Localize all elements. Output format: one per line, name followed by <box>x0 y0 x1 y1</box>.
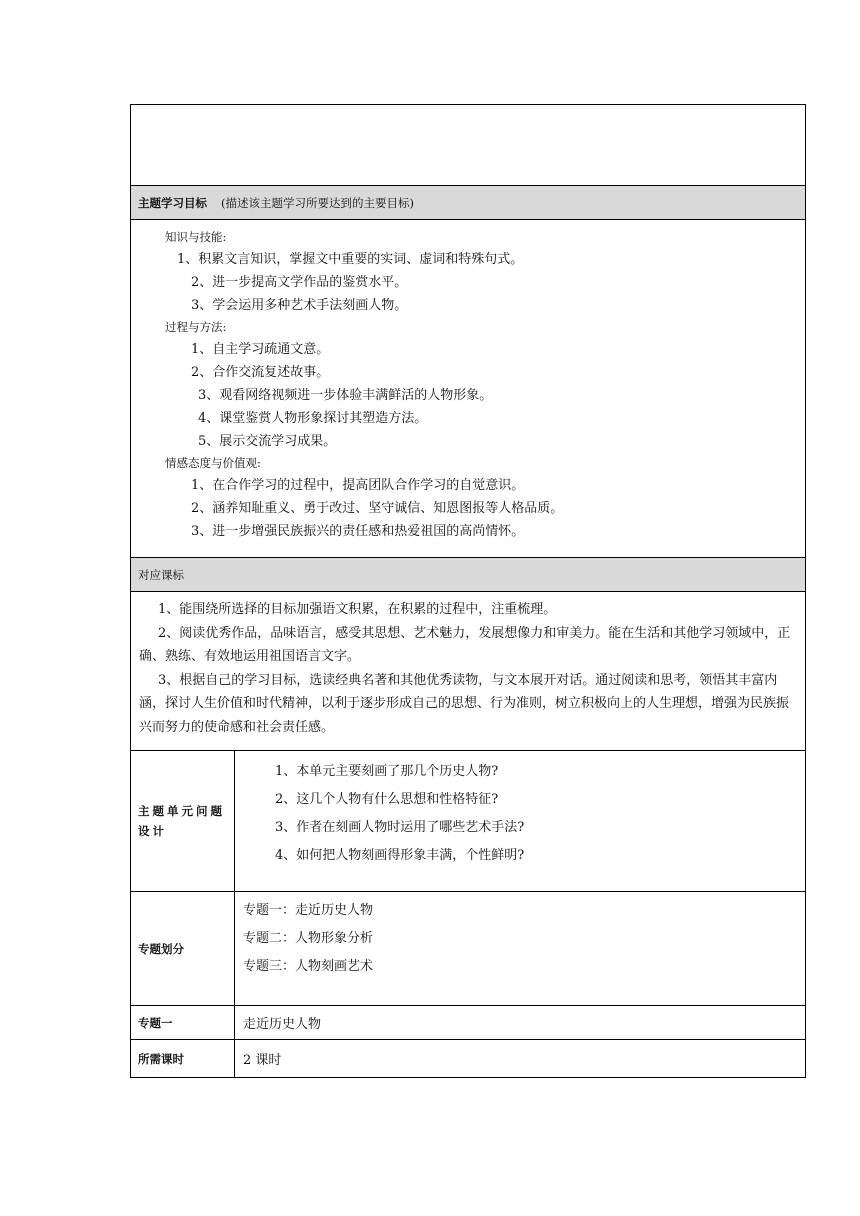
goals-header <box>131 185 805 219</box>
goal-item: 3、观看网络视频进一步体验丰满鲜活的人物形象。 <box>198 388 493 403</box>
topics-label: 专题划分 <box>131 892 235 1005</box>
goal-item: 5、展示交流学习成果。 <box>198 434 337 449</box>
goal-item: 1、积累文言知识，掌握文中重要的实词、虚词和特殊句式。 <box>177 252 524 267</box>
goal-item: 2、进一步提高文学作品的鉴赏水平。 <box>191 275 408 290</box>
topics-row <box>131 891 805 1005</box>
knowledge-heading: 知识与技能: <box>165 230 227 244</box>
topic-one-label: 专题一 <box>131 1006 235 1039</box>
questions-content <box>235 751 805 891</box>
goal-item: 3、进一步增强民族振兴的责任感和热爱祖国的高尚情怀。 <box>191 524 525 539</box>
standard-paragraph: 2、阅读优秀作品，品味语言，感受其思想、艺术魅力，发展想像力和审美力。能在生活和其他学习领域中，正确、熟练、有效地运用祖国语言文字。 <box>139 625 791 664</box>
goals-note: (描述该主题学习所要达到的主要目标) <box>221 195 414 210</box>
question-item: 4、如何把人物刻画得形象丰满，个性鲜明? <box>275 848 525 863</box>
topic-one-row <box>131 1005 805 1039</box>
goal-item: 3、学会运用多种艺术手法刻画人物。 <box>191 298 408 313</box>
topic-one-value: 走近历史人物 <box>243 1017 322 1032</box>
topic-item: 专题三：人物刻画艺术 <box>243 959 374 974</box>
question-item: 3、作者在刻画人物时运用了哪些艺术手法? <box>275 820 525 835</box>
process-heading: 过程与方法: <box>165 320 227 334</box>
goals-section <box>131 219 805 557</box>
topics-content <box>235 892 805 1005</box>
standard-paragraph: 3、根据自己的学习目标，选读经典名著和其他优秀读物，与文本展开对话。通过阅读和思考，领悟其丰富内涵，探讨人生价值和时代精神，以利于逐步形成自己的思想、行为准则，树立积极向上的人生理想，增强为民族振兴而努力的使命感和社会责任感。 <box>139 672 790 735</box>
question-item: 1、本单元主要刻画了那几个历史人物? <box>275 764 499 779</box>
goal-item: 2、合作交流复述故事。 <box>191 365 330 380</box>
lesson-plan-table <box>130 104 806 1078</box>
topic-item: 专题一：走近历史人物 <box>243 903 374 918</box>
goals-title: 主题学习目标 <box>138 195 207 210</box>
questions-row <box>131 750 805 891</box>
goal-item: 4、课堂鉴赏人物形象探讨其塑造方法。 <box>198 411 428 426</box>
standards-section <box>131 591 805 750</box>
standard-paragraph: 1、能围绕所选择的目标加强语文积累，在积累的过程中，注重梳理。 <box>158 602 557 617</box>
hours-value: 2 课时 <box>243 1053 282 1068</box>
goal-item: 1、自主学习疏通文意。 <box>191 342 330 357</box>
hours-row <box>131 1039 805 1077</box>
standards-title: 对应课标 <box>138 567 184 582</box>
standards-header <box>131 557 805 591</box>
hours-label: 所需课时 <box>131 1040 235 1077</box>
goal-item: 2、涵养知耻重义、勇于改过、坚守诚信、知恩图报等人格品质。 <box>191 501 564 516</box>
question-item: 2、这几个人物有什么思想和性格特征? <box>275 792 499 807</box>
questions-label: 主题单元问题设计 <box>131 751 235 891</box>
topic-item: 专题二：人物形象分析 <box>243 931 374 946</box>
emotion-heading: 情感态度与价值观: <box>165 456 261 470</box>
blank-cell <box>131 105 805 185</box>
goal-item: 1、在合作学习的过程中，提高团队合作学习的自觉意识。 <box>191 478 525 493</box>
